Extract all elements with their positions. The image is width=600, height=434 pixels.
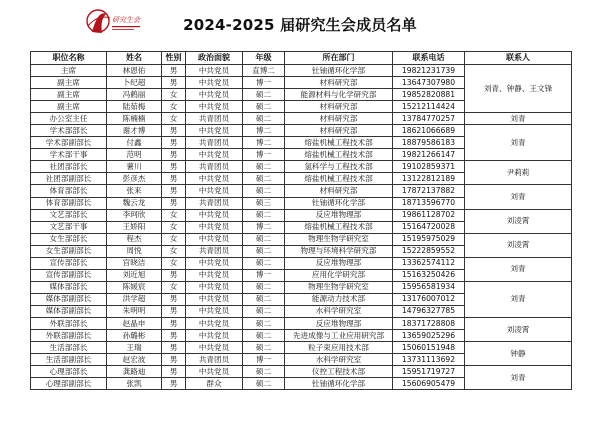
cell-department: 材料研究部: [285, 125, 393, 137]
cell-position: 社团部副部长: [31, 173, 107, 185]
column-header-gender: 性别: [162, 52, 186, 65]
cell-grade: 博一: [243, 269, 285, 281]
cell-position: 体育部部长: [31, 185, 107, 197]
table-row: [31, 317, 572, 329]
cell-department: 能源材料与化学研究部: [285, 89, 393, 101]
cell-phone: 15606905479: [393, 378, 465, 390]
cell-position: 心理部副部长: [31, 378, 107, 390]
cell-phone: 19821231739: [393, 65, 465, 77]
cell-name: 陈楠楠: [107, 113, 162, 125]
cell-department: 材料研究部: [285, 101, 393, 113]
cell-department: 钍铀循环化学部: [285, 378, 393, 390]
cell-phone: 19852820881: [393, 89, 465, 101]
cell-position: 体育部副部长: [31, 197, 107, 209]
cell-grade: 硕三: [243, 197, 285, 209]
cell-phone: 19861128702: [393, 209, 465, 221]
cell-position: 学术部副部长: [31, 137, 107, 149]
cell-position: 媒体部部长: [31, 281, 107, 293]
cell-grade: 硕二: [243, 366, 285, 378]
cell-department: 材料研究部: [285, 77, 393, 89]
cell-name: 卜纪超: [107, 77, 162, 89]
cell-contact-person: 刘青: [465, 113, 572, 125]
cell-contact-person: 钟静: [465, 342, 572, 366]
cell-name: 周悦: [107, 245, 162, 257]
cell-position: 社团部部长: [31, 161, 107, 173]
cell-position: 文艺部部长: [31, 209, 107, 221]
svg-text:研究生会: 研究生会: [112, 16, 140, 24]
table-row: [31, 161, 572, 173]
cell-gender: 女: [162, 101, 186, 113]
cell-contact-person: 刘青: [465, 185, 572, 209]
cell-gender: 男: [162, 269, 186, 281]
cell-department: 水科学研究室: [285, 354, 393, 366]
cell-gender: 女: [162, 245, 186, 257]
cell-phone: 18713596770: [393, 197, 465, 209]
column-header-position: 职位名称: [31, 52, 107, 65]
cell-contact-person: 刘青、钟静、王文锋: [465, 65, 572, 113]
cell-grade: 硕二: [243, 293, 285, 305]
cell-position: 办公室主任: [31, 113, 107, 125]
cell-position: 媒体部副部长: [31, 305, 107, 317]
cell-position: 外联部部长: [31, 317, 107, 329]
cell-political-status: 共青团员: [186, 354, 243, 366]
cell-political-status: 中共党员: [186, 281, 243, 293]
cell-name: 张凯: [107, 378, 162, 390]
cell-name: 张来: [107, 185, 162, 197]
cell-gender: 男: [162, 137, 186, 149]
cell-political-status: 中共党员: [186, 149, 243, 161]
cell-political-status: 中共党员: [186, 305, 243, 317]
page-title: 2024-2025 届研究生会成员名单: [183, 16, 417, 34]
cell-position: 文艺部干事: [31, 221, 107, 233]
cell-political-status: 共青团员: [186, 113, 243, 125]
cell-gender: 男: [162, 330, 186, 342]
cell-grade: 硕二: [243, 342, 285, 354]
cell-gender: 女: [162, 257, 186, 269]
cell-phone: 15212114424: [393, 101, 465, 113]
cell-department: 物理生物学研究室: [285, 233, 393, 245]
cell-grade: 硕二: [243, 330, 285, 342]
cell-department: 反应堆物理部: [285, 257, 393, 269]
table-row: [31, 113, 572, 125]
cell-contact-person: 刘青: [465, 257, 572, 281]
cell-name: 付鑫: [107, 137, 162, 149]
cell-grade: 硕二: [243, 209, 285, 221]
cell-political-status: 群众: [186, 378, 243, 390]
member-roster-table: [30, 51, 572, 390]
cell-department: 氢科学与工程技术部: [285, 161, 393, 173]
cell-gender: 女: [162, 113, 186, 125]
table-row: [31, 125, 572, 137]
cell-grade: 硕二: [243, 185, 285, 197]
cell-grade: 博二: [243, 221, 285, 233]
cell-phone: 13647307980: [393, 77, 465, 89]
cell-grade: 硕二: [243, 113, 285, 125]
cell-department: 能源动力技术部: [285, 293, 393, 305]
table-row: [31, 281, 572, 293]
cell-gender: 男: [162, 125, 186, 137]
column-header-grade: 年级: [243, 52, 285, 65]
cell-department: 钍铀循环化学部: [285, 197, 393, 209]
cell-phone: 13784770257: [393, 113, 465, 125]
cell-gender: 女: [162, 221, 186, 233]
cell-political-status: 中共党员: [186, 330, 243, 342]
cell-name: 赵晶申: [107, 317, 162, 329]
cell-phone: 18879586183: [393, 137, 465, 149]
cell-phone: 15222859552: [393, 245, 465, 257]
cell-gender: 男: [162, 317, 186, 329]
cell-department: 熔盐机械工程技术部: [285, 149, 393, 161]
cell-phone: 15195975029: [393, 233, 465, 245]
table-row: [31, 233, 572, 245]
cell-grade: 博二: [243, 125, 285, 137]
column-header-contact: 联系人: [465, 52, 572, 65]
cell-gender: 男: [162, 173, 186, 185]
cell-grade: 硕二: [243, 161, 285, 173]
cell-department: 先进成像与工业应用研究部: [285, 330, 393, 342]
cell-gender: 男: [162, 378, 186, 390]
cell-contact-person: 尹莉莉: [465, 161, 572, 185]
table-row: [31, 366, 572, 378]
cell-gender: 男: [162, 185, 186, 197]
cell-contact-person: 刘凌霄: [465, 209, 572, 233]
cell-position: 女生部副部长: [31, 245, 107, 257]
cell-contact-person: 刘青: [465, 281, 572, 317]
cell-phone: 15163250426: [393, 269, 465, 281]
cell-position: 媒体部副部长: [31, 293, 107, 305]
cell-department: 物理生物学研究室: [285, 281, 393, 293]
cell-political-status: 中共党员: [186, 173, 243, 185]
table-row: [31, 257, 572, 269]
cell-grade: 硕二: [243, 317, 285, 329]
cell-name: 朱明明: [107, 305, 162, 317]
cell-department: 熔盐机械工程技术部: [285, 137, 393, 149]
cell-department: 应用化学研究部: [285, 269, 393, 281]
table-row: [31, 342, 572, 354]
cell-gender: 女: [162, 209, 186, 221]
cell-gender: 男: [162, 366, 186, 378]
cell-political-status: 共青团员: [186, 137, 243, 149]
cell-gender: 女: [162, 281, 186, 293]
cell-phone: 15164720028: [393, 221, 465, 233]
cell-name: 龚路迪: [107, 366, 162, 378]
cell-phone: 13176007012: [393, 293, 465, 305]
cell-political-status: 中共党员: [186, 221, 243, 233]
cell-department: 熔盐机械工程技术部: [285, 221, 393, 233]
cell-name: 李珂欣: [107, 209, 162, 221]
cell-name: 王瑞: [107, 342, 162, 354]
cell-political-status: 中共党员: [186, 366, 243, 378]
cell-department: 反应堆物理部: [285, 209, 393, 221]
cell-gender: 女: [162, 233, 186, 245]
cell-name: 刘近旭: [107, 269, 162, 281]
cell-grade: 博二: [243, 137, 285, 149]
cell-phone: 17872137882: [393, 185, 465, 197]
cell-gender: 女: [162, 89, 186, 101]
cell-gender: 男: [162, 293, 186, 305]
cell-political-status: 中共党员: [186, 125, 243, 137]
cell-phone: 18621066689: [393, 125, 465, 137]
table-row: [31, 209, 572, 221]
cell-gender: 男: [162, 197, 186, 209]
cell-position: 宣传部副部长: [31, 269, 107, 281]
cell-gender: 男: [162, 161, 186, 173]
cell-grade: 硕二: [243, 245, 285, 257]
cell-gender: 男: [162, 65, 186, 77]
cell-grade: 硕二: [243, 305, 285, 317]
cell-phone: 13362574112: [393, 257, 465, 269]
cell-department: 粒子束应用技术部: [285, 342, 393, 354]
cell-department: 仪控工程技术部: [285, 366, 393, 378]
cell-position: 宣传部部长: [31, 257, 107, 269]
cell-phone: 19102859371: [393, 161, 465, 173]
cell-political-status: 中共党员: [186, 342, 243, 354]
cell-gender: 男: [162, 77, 186, 89]
cell-political-status: 中共党员: [186, 257, 243, 269]
cell-political-status: 中共党员: [186, 65, 243, 77]
cell-political-status: 共青团员: [186, 161, 243, 173]
cell-phone: 15060151948: [393, 342, 465, 354]
cell-name: 薯川: [107, 161, 162, 173]
cell-grade: 博一: [243, 149, 285, 161]
cell-political-status: 中共党员: [186, 89, 243, 101]
cell-name: 陈媛宸: [107, 281, 162, 293]
column-header-name: 姓名: [107, 52, 162, 65]
cell-contact-person: 刘青: [465, 125, 572, 161]
cell-name: 程杰: [107, 233, 162, 245]
cell-contact-person: 刘青: [465, 366, 572, 390]
cell-name: 谢才博: [107, 125, 162, 137]
cell-position: 副主席: [31, 77, 107, 89]
cell-political-status: 中共党员: [186, 293, 243, 305]
cell-name: 洪学超: [107, 293, 162, 305]
cell-department: 材料研究部: [285, 113, 393, 125]
cell-phone: 15956581934: [393, 281, 465, 293]
cell-department: 钍铀循环化学部: [285, 65, 393, 77]
cell-position: 副主席: [31, 89, 107, 101]
cell-department: 物理与环境科学研究部: [285, 245, 393, 257]
cell-gender: 男: [162, 354, 186, 366]
cell-position: 主席: [31, 65, 107, 77]
column-header-phone: 联系电话: [393, 52, 465, 65]
cell-political-status: 中共党员: [186, 317, 243, 329]
cell-political-status: 中共党员: [186, 269, 243, 281]
cell-position: 生活部部长: [31, 342, 107, 354]
cell-grade: 博一: [243, 77, 285, 89]
cell-position: 心理部部长: [31, 366, 107, 378]
cell-phone: 15951719727: [393, 366, 465, 378]
cell-grade: 直博二: [243, 65, 285, 77]
cell-position: 学术部部长: [31, 125, 107, 137]
column-header-department: 所在部门: [285, 52, 393, 65]
cell-grade: 硕二: [243, 281, 285, 293]
cell-political-status: 中共党员: [186, 101, 243, 113]
cell-contact-person: 刘凌霄: [465, 233, 572, 257]
cell-gender: 男: [162, 342, 186, 354]
cell-position: 女生部部长: [31, 233, 107, 245]
cell-position: 学术部干事: [31, 149, 107, 161]
cell-position: 副主席: [31, 101, 107, 113]
cell-name: 范明: [107, 149, 162, 161]
cell-name: 宫晓洁: [107, 257, 162, 269]
cell-name: 赵宏波: [107, 354, 162, 366]
cell-department: 反应堆物理部: [285, 317, 393, 329]
column-header-political-status: 政治面貌: [186, 52, 243, 65]
cell-name: 彭彦杰: [107, 173, 162, 185]
cell-name: 王娇阳: [107, 221, 162, 233]
cell-grade: 硕二: [243, 101, 285, 113]
cell-political-status: 共青团员: [186, 197, 243, 209]
cell-phone: 19821266147: [393, 149, 465, 161]
cell-grade: 硕二: [243, 89, 285, 101]
cell-grade: 硕二: [243, 173, 285, 185]
cell-political-status: 中共党员: [186, 209, 243, 221]
cell-department: 熔盐机械工程技术部: [285, 173, 393, 185]
cell-political-status: 共青团员: [186, 245, 243, 257]
cell-contact-person: 刘凌霄: [465, 317, 572, 341]
cell-phone: 13122812189: [393, 173, 465, 185]
table-row: [31, 185, 572, 197]
table-row: [31, 65, 572, 77]
cell-grade: 硕二: [243, 233, 285, 245]
cell-political-status: 中共党员: [186, 185, 243, 197]
cell-position: 生活部副部长: [31, 354, 107, 366]
cell-political-status: 中共党员: [186, 77, 243, 89]
cell-department: 材料研究部: [285, 185, 393, 197]
cell-gender: 男: [162, 149, 186, 161]
cell-grade: 博一: [243, 354, 285, 366]
cell-name: 林恩佑: [107, 65, 162, 77]
cell-name: 魏云龙: [107, 197, 162, 209]
cell-phone: 13659025296: [393, 330, 465, 342]
cell-phone: 13731113692: [393, 354, 465, 366]
cell-grade: 硕二: [243, 257, 285, 269]
cell-political-status: 中共党员: [186, 233, 243, 245]
cell-gender: 男: [162, 305, 186, 317]
table-header-row: [31, 52, 572, 65]
cell-grade: 硕二: [243, 378, 285, 390]
cell-name: 陆茹梅: [107, 101, 162, 113]
cell-name: 冯鹤丽: [107, 89, 162, 101]
cell-position: 外联部副部长: [31, 330, 107, 342]
cell-phone: 14796327785: [393, 305, 465, 317]
cell-phone: 18371728808: [393, 317, 465, 329]
cell-name: 孙璐彬: [107, 330, 162, 342]
cell-department: 水科学研究室: [285, 305, 393, 317]
